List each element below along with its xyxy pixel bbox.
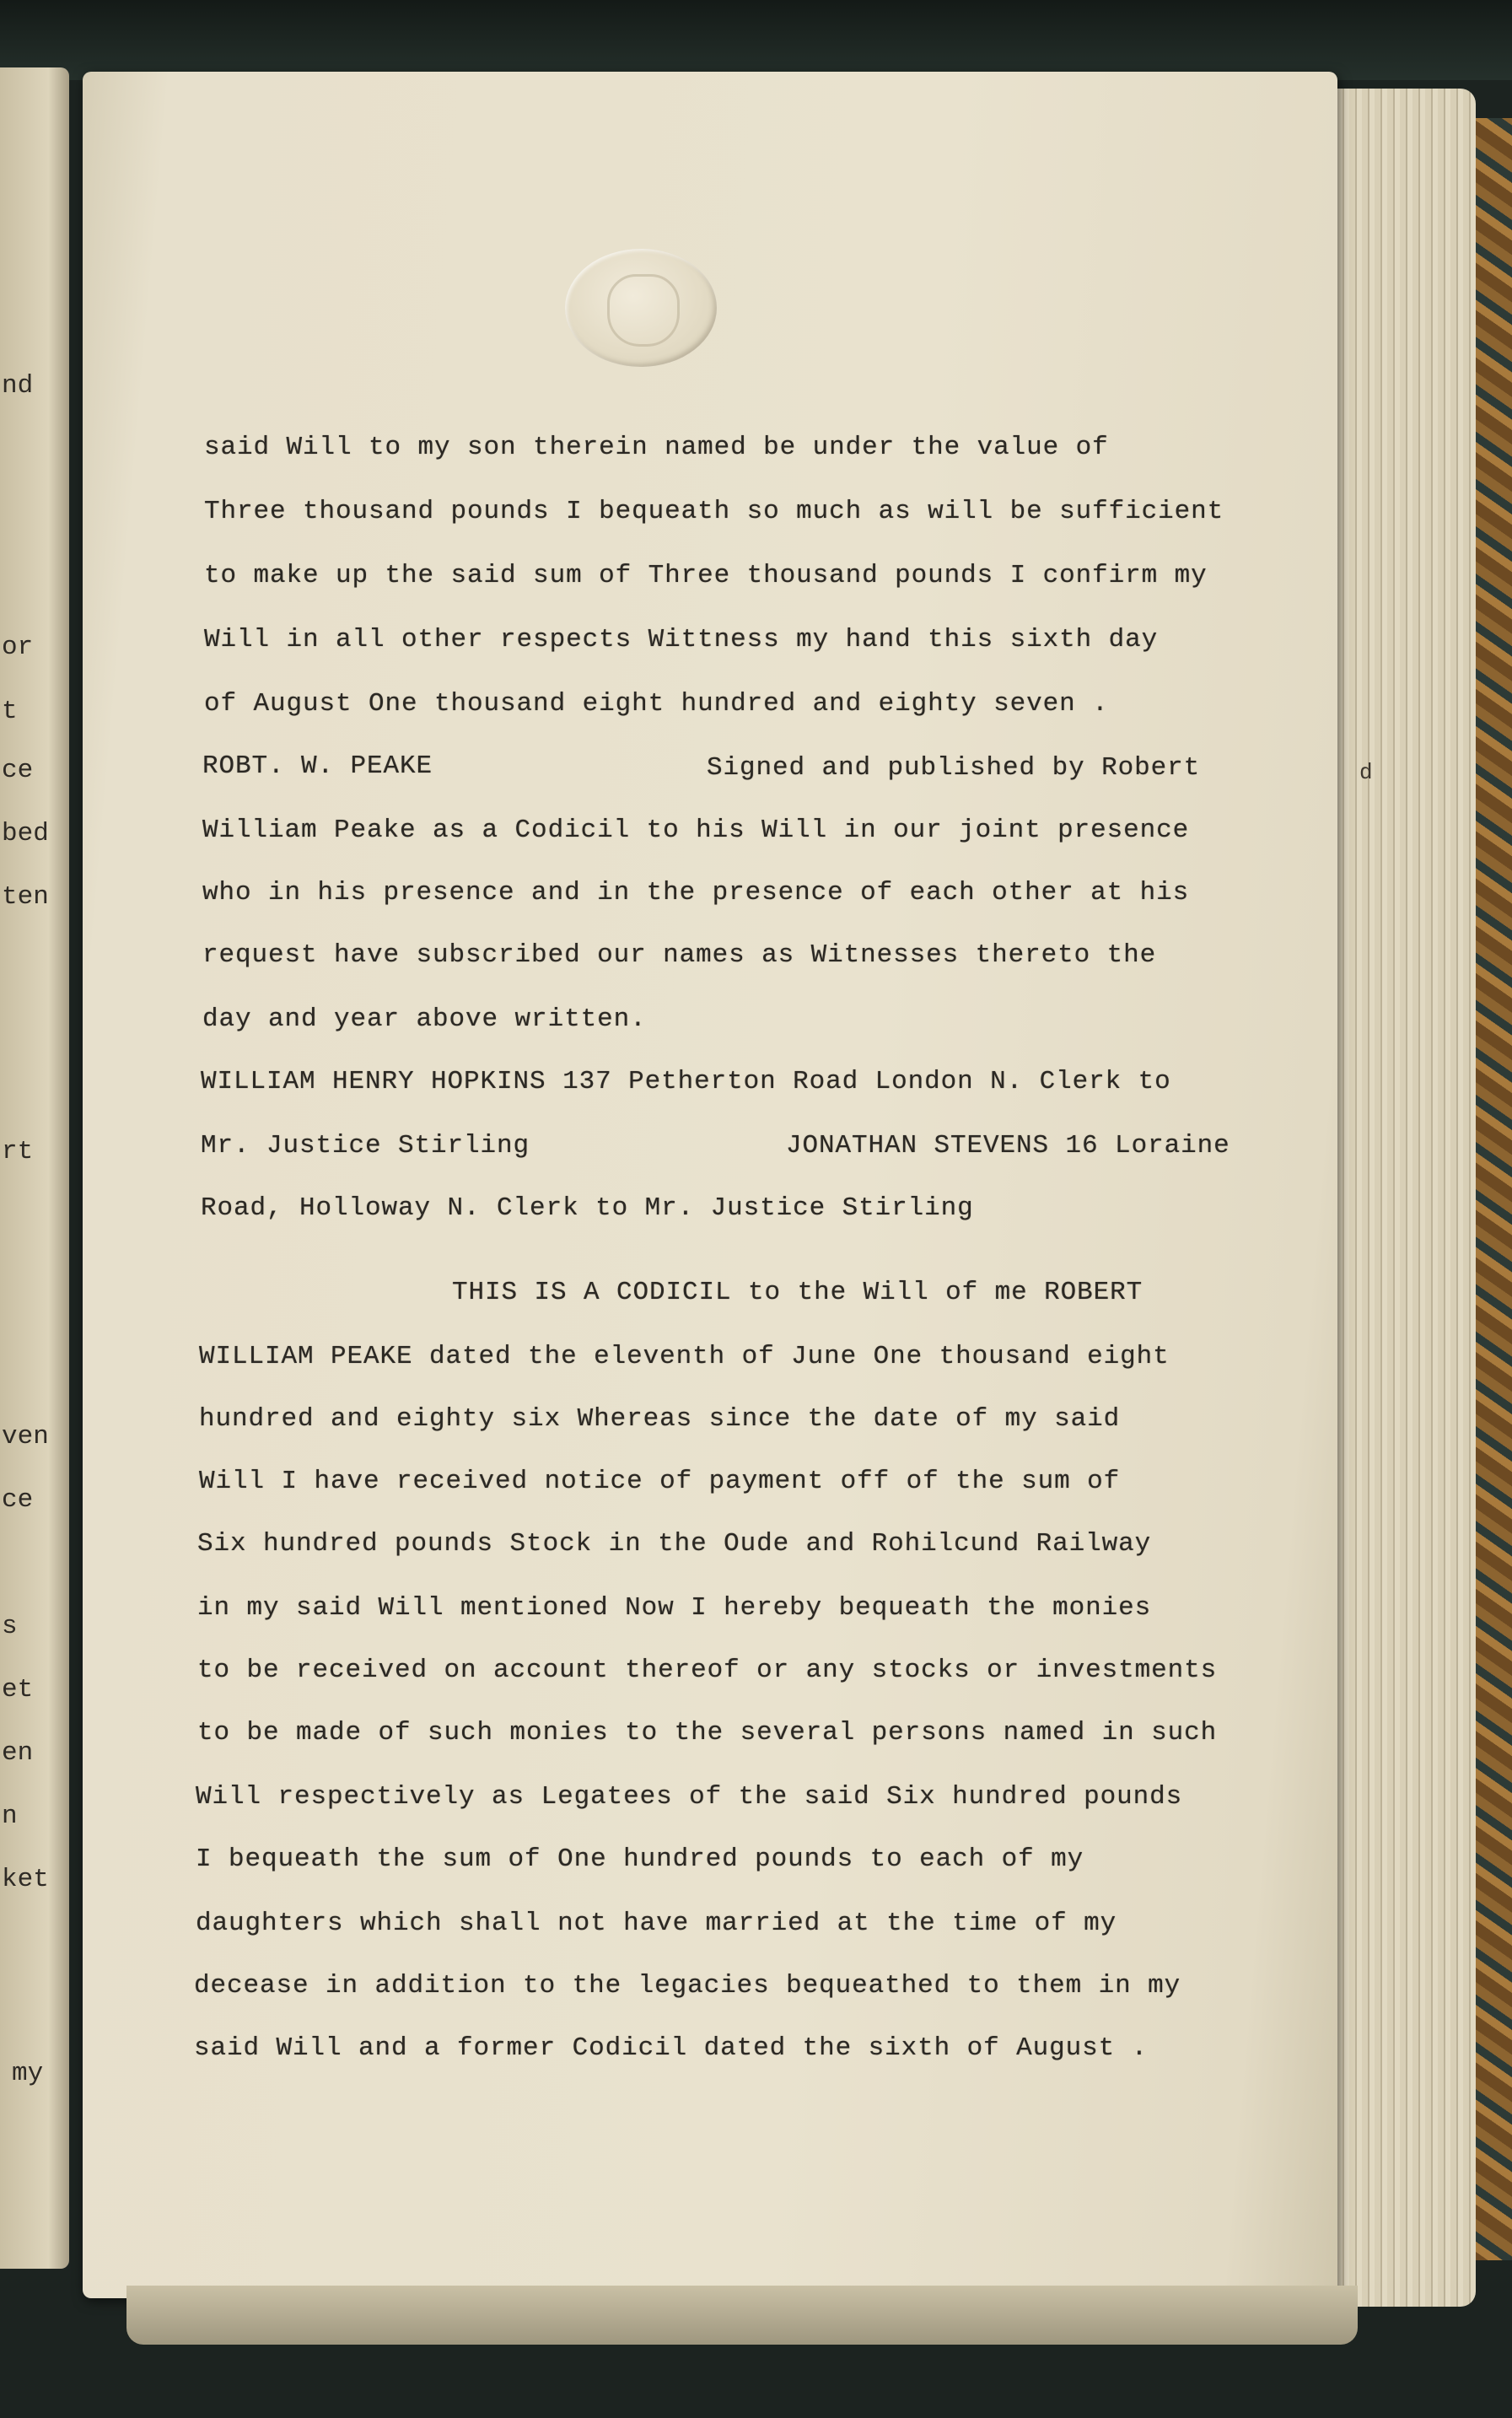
left-fragment: nd <box>2 371 34 401</box>
left-fragment: t <box>2 697 18 726</box>
left-fragment: bed <box>2 819 49 848</box>
document-page <box>83 72 1337 2298</box>
text-line: to be received on account thereof or any stocks or investments <box>197 1656 1218 1685</box>
text-line: in my said Will mentioned Now I hereby bequeath the monies <box>197 1593 1152 1623</box>
left-fragment: ten <box>2 882 49 912</box>
text-line: request have subscribed our names as Witnesses thereto the <box>202 940 1157 970</box>
text-line: I bequeath the sum of One hundred pounds to each of my <box>196 1844 1084 1874</box>
text-line: Three thousand pounds I bequeath so much as will be sufficient <box>204 497 1224 526</box>
left-fragment: ket <box>2 1865 49 1894</box>
witness-line: Road, Holloway N. Clerk to Mr. Justice Stirling <box>201 1193 974 1223</box>
witness-line: JONATHAN STEVENS 16 Loraine <box>786 1131 1230 1161</box>
text-line: day and year above written. <box>202 1004 647 1034</box>
left-fragment: ce <box>2 756 34 785</box>
book-binding <box>0 0 1512 80</box>
witness-line: Mr. Justice Stirling <box>201 1131 530 1161</box>
text-line: daughters which shall not have married at the time of my <box>196 1909 1117 1938</box>
left-fragment: s <box>2 1612 18 1641</box>
text-line: said Will to my son therein named be under the value of <box>204 433 1109 462</box>
text-line: Will in all other respects Wittness my hand this sixth day <box>204 625 1159 654</box>
text-line: Will I have received notice of payment off of the sum of <box>199 1467 1121 1496</box>
left-fragment: rt <box>2 1137 34 1166</box>
text-line: to make up the said sum of Three thousand pounds I confirm my <box>204 561 1208 590</box>
text-line: of August One thousand eight hundred and eighty seven . <box>204 689 1109 719</box>
stack-mark: d <box>1359 760 1373 785</box>
left-fragment: my <box>12 2059 44 2088</box>
left-page-edge <box>0 67 69 2269</box>
left-fragment: ven <box>2 1422 49 1451</box>
text-line: Signed and published by Robert <box>707 753 1201 783</box>
left-fragment: et <box>2 1675 34 1704</box>
text-line: decease in addition to the legacies bequeathed to them in my <box>194 1971 1181 2001</box>
page-bottom-edge <box>126 2286 1358 2345</box>
left-fragment: en <box>2 1738 34 1768</box>
text-line: William Peake as a Codicil to his Will in our joint presence <box>202 816 1190 845</box>
codicil-heading: THIS IS A CODICIL to the Will of me ROBERT <box>452 1278 1143 1307</box>
text-line: said Will and a former Codicil dated the sixth of August . <box>194 2033 1149 2063</box>
text-line: WILLIAM PEAKE dated the eleventh of June One thousand eight <box>199 1342 1170 1371</box>
left-fragment: ce <box>2 1485 34 1515</box>
left-fragment: or <box>2 633 34 662</box>
witness-line: WILLIAM HENRY HOPKINS 137 Petherton Road London N. Clerk to <box>201 1067 1171 1096</box>
text-line: hundred and eighty six Whereas since the date of my said <box>199 1404 1121 1434</box>
text-line: Will respectively as Legatees of the said Six hundred pounds <box>196 1782 1183 1812</box>
text-line: Six hundred pounds Stock in the Oude and Rohilcund Railway <box>197 1529 1152 1559</box>
left-fragment: n <box>2 1801 18 1831</box>
document-text <box>83 72 1337 2298</box>
text-line: to be made of such monies to the several persons named in such <box>197 1718 1218 1748</box>
text-line: who in his presence and in the presence of each other at his <box>202 878 1190 907</box>
signature-name: ROBT. W. PEAKE <box>202 751 433 781</box>
